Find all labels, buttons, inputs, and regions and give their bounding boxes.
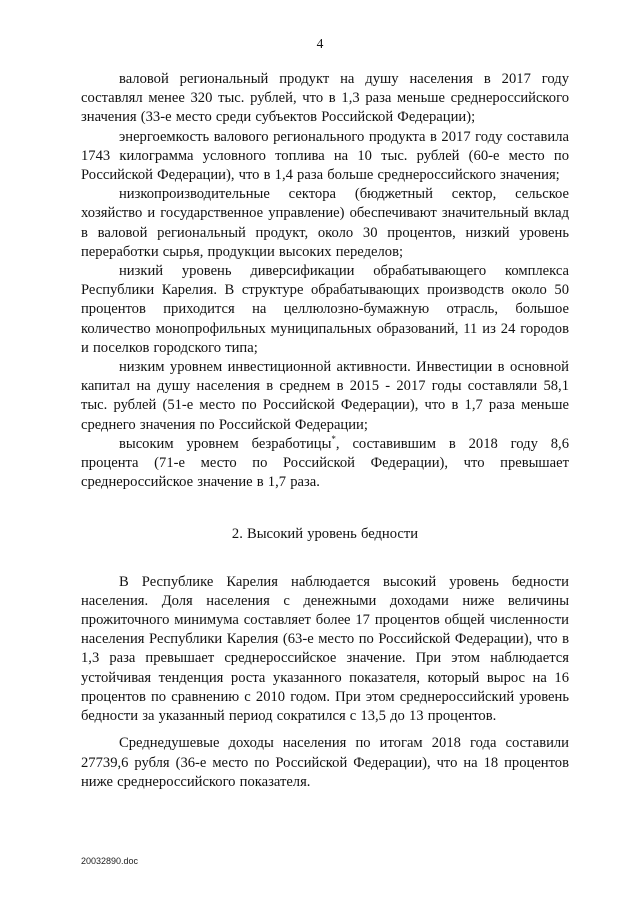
- paragraph-low-productivity: низкопроизводительные сектора (бюджетный сектор, сельское хозяйство и государственное управление) обеспечивают значительный вклад в валовой региональный продукт, около 30 процентов, низкий уровень переработки сырья, продукции высоких переделов;: [81, 186, 569, 260]
- section-heading: 2. Высокий уровень бедности: [231, 526, 419, 543]
- paragraph-income: Среднедушевые доходы населения по итогам 2018 года составили 27739,6 рубля (36-е место по Российской Федерации), что на 18 процентов ниже среднероссийского показателя.: [81, 735, 569, 790]
- unemployment-text-start: высоким уровнем безработицы: [119, 435, 332, 452]
- paragraph-diversification: низкий уровень диверсификации обрабатывающего комплекса Республики Карелия. В структуре обрабатывающих производств около 50 процентов приходится на целлюлозно-бумажную отрасль, большое количество монопрофильных муниципальных образований, 11 из 24 городов и поселков городского типа;: [81, 263, 569, 356]
- paragraph-grp: валовой региональный продукт на душу населения в 2017 году составлял менее 320 тыс. рублей, что в 1,3 раза меньше среднероссийского значения (33-е место среди субъектов Российской Федерации);: [81, 71, 569, 126]
- paragraph-energy-intensity: энергоемкость валового регионального продукта в 2017 году составила 1743 килограмма условного топлива на 10 тыс. рублей (60-е место по Российской Федерации), что в 1,4 раза больше среднероссийского значения;: [81, 128, 569, 184]
- page-number: 4: [316, 36, 324, 51]
- footnote-mark: *: [331, 434, 336, 444]
- paragraph-poverty: В Республике Карелия наблюдается высокий уровень бедности населения. Доля населения с денежными доходами ниже величины прожиточного минимума составляет более 17 процентов общей численности населения Республики Карелия (63-е место по Российской Федерации), что в 1,3 раза превышает среднероссийское значение. При этом наблюдается устойчивая тенденция роста указанного показателя, который вырос на 16 процентов по сравнению с 2010 годом. При этом среднероссийский уровень бедности за указанный период сократился с 13,5 до 13 процентов.: [81, 573, 569, 725]
- paragraph-investment: низким уровнем инвестиционной активности. Инвестиции в основной капитал на душу населения в среднем в 2015 - 2017 годы составляли 58,1 тыс. рублей (51-е место по Российской Федерации), что в 1,7 раза меньше среднего значения по Российской Федерации;: [81, 359, 569, 433]
- document-filename: 20032890.doc: [81, 856, 139, 866]
- unemployment-text-end: , составившим в 2018 году 8,6 процента (71-е место по Российской Федерации), что превышает среднероссийское значение в 1,7 раза.: [81, 435, 569, 491]
- paragraph-unemployment: [81, 435, 569, 493]
- document-body: [81, 70, 569, 792]
